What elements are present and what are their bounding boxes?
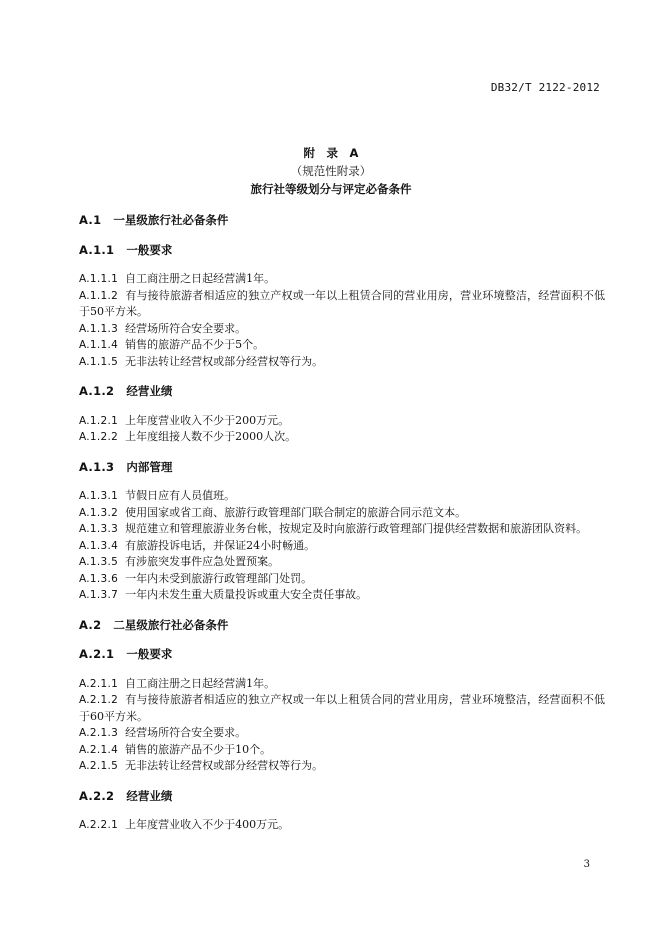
appendix-label: 附 录 A (303, 146, 359, 160)
clause-item: A.2.1.4 销售的旅游产品不少于10个。 (79, 742, 272, 756)
clause-item: A.1.1.3 经营场所符合安全要求。 (79, 321, 247, 335)
subsection-heading: A.1.1 一般要求 (79, 242, 173, 257)
clause-item: A.1.3.3 规范建立和管理旅游业务台帐，按规定及时向旅游行政管理部门提供经营数据和旅游团队资料。 (79, 522, 588, 535)
clause-item: A.1.1.5 无非法转让经营权或部分经营权等行为。 (79, 354, 324, 368)
appendix-type: （规范性附录） (290, 164, 372, 178)
section-heading: A.2 二星级旅行社必备条件 (79, 617, 229, 632)
clause-item: A.2.1.2 有与接待旅游者相适应的独立产权或一年以上租赁合同的营业用房，营业环境整洁，经营面积不低于60平方米。 (79, 693, 605, 723)
clause-item: A.1.3.1 节假日应有人员值班。 (79, 489, 236, 502)
clause-item: A.1.1.4 销售的旅游产品不少于5个。 (79, 338, 265, 351)
clause-item: A.1.3.5 有涉旅突发事件应急处置预案。 (79, 555, 280, 568)
clause-item: A.1.3.7 一年内未发生重大质量投诉或重大安全责任事故。 (79, 588, 368, 601)
clause-item: A.2.1.5 无非法转让经营权或部分经营权等行为。 (79, 759, 324, 772)
clause-item: A.2.1.1 自工商注册之日起经营满1年。 (79, 676, 276, 690)
clause-item: A.1.3.4 有旅游投诉电话，并保证24小时畅通。 (79, 538, 316, 552)
clause-item: A.1.3.2 使用国家或省工商、旅游行政管理部门联合制定的旅游合同示范文本。 (79, 505, 467, 519)
page-number: 3 (583, 859, 590, 870)
clause-item: A.2.2.1 上年度营业收入不少于400万元。 (79, 818, 290, 831)
clause-item: A.2.1.3 经营场所符合安全要求。 (79, 726, 247, 739)
clause-item: A.1.1.1 自工商注册之日起经营满1年。 (79, 272, 276, 285)
clause-item: A.1.2.2 上年度组接人数不少于2000人次。 (79, 430, 297, 443)
section-heading: A.1 一星级旅行社必备条件 (79, 213, 229, 227)
subsection-heading: A.1.3 内部管理 (79, 459, 173, 474)
clause-item: A.1.2.1 上年度营业收入不少于200万元。 (79, 413, 290, 427)
clause-item: A.1.1.2 有与接待旅游者相适应的独立产权或一年以上租赁合同的营业用房，营业环境整洁，经营面积不低于50平方米。 (79, 288, 605, 318)
subsection-heading: A.2.1 一般要求 (79, 647, 173, 661)
subsection-heading: A.1.2 经营业绩 (79, 384, 173, 398)
subsection-heading: A.2.2 经营业绩 (79, 788, 173, 803)
document-body (79, 212, 605, 834)
appendix-title: 旅行社等级划分与评定必备条件 (250, 182, 412, 196)
doc-code: DB32/T 2122-2012 (490, 81, 600, 94)
clause-item: A.1.3.6 一年内未受到旅游行政管理部门处罚。 (79, 571, 313, 585)
